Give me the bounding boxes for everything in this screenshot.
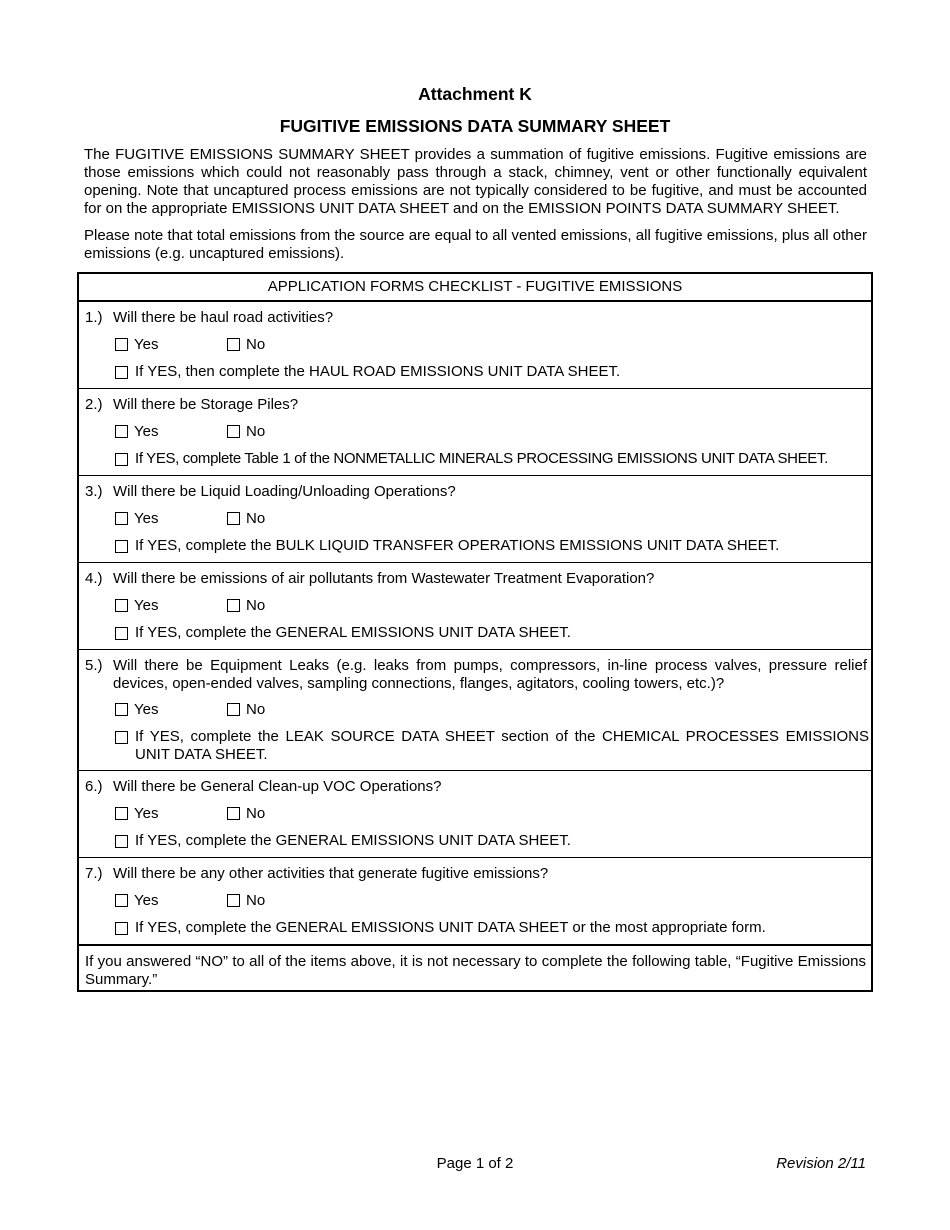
footer-note-text: If you answered “NO” to all of the items above, it is not necessary to complete the following table, “Fugitive Emissions Summary.”	[85, 953, 866, 988]
question-6	[79, 771, 871, 858]
instruction-text: If YES, complete Table 1 of the NONMETALLIC MINERALS PROCESSING EMISSIONS UNIT DATA SHEET.	[135, 450, 828, 467]
no-checkbox[interactable]	[227, 599, 240, 612]
instruction-option[interactable]	[115, 450, 869, 468]
instruction-text: If YES, complete the LEAK SOURCE DATA SHEET section of the CHEMICAL PROCESSES EMISSIONS UNIT DATA SHEET.	[135, 728, 869, 763]
question-text: Will there be any other activities that generate fugitive emissions?	[113, 865, 549, 882]
instruction-checkbox[interactable]	[115, 835, 128, 848]
no-checkbox[interactable]	[227, 338, 240, 351]
question-text: Will there be haul road activities?	[113, 309, 334, 326]
instruction-option[interactable]	[115, 832, 869, 850]
instruction-text: If YES, complete the GENERAL EMISSIONS UNIT DATA SHEET or the most appropriate form.	[135, 919, 766, 936]
question-text: Will there be General Clean-up VOC Operations?	[113, 778, 442, 795]
no-label: No	[246, 597, 266, 614]
no-label: No	[246, 892, 266, 909]
instruction-option[interactable]	[115, 624, 869, 642]
no-option[interactable]	[227, 336, 265, 354]
no-option[interactable]	[227, 510, 265, 528]
yes-option[interactable]	[115, 336, 158, 354]
no-option[interactable]	[227, 701, 265, 719]
instruction-checkbox[interactable]	[115, 366, 128, 379]
yes-label: Yes	[134, 701, 159, 718]
question-number: 3.)	[85, 483, 103, 500]
instruction-checkbox[interactable]	[115, 453, 128, 466]
yes-checkbox[interactable]	[115, 599, 128, 612]
yes-label: Yes	[134, 597, 159, 614]
page-title: FUGITIVE EMISSIONS DATA SUMMARY SHEET	[279, 116, 671, 136]
question-3	[79, 476, 871, 563]
revision-label: Revision 2/11	[776, 1155, 866, 1172]
yes-checkbox[interactable]	[115, 425, 128, 438]
instruction-option[interactable]	[115, 537, 869, 555]
yes-label: Yes	[134, 423, 159, 440]
yes-label: Yes	[134, 805, 159, 822]
question-4	[79, 563, 871, 650]
yes-checkbox[interactable]	[115, 512, 128, 525]
yes-label: Yes	[134, 336, 159, 353]
question-text: Will there be Storage Piles?	[113, 396, 299, 413]
instruction-checkbox[interactable]	[115, 627, 128, 640]
checklist-footer-note	[79, 944, 871, 994]
yes-option[interactable]	[115, 597, 158, 615]
instruction-text: If YES, then complete the HAUL ROAD EMISSIONS UNIT DATA SHEET.	[135, 363, 621, 380]
instruction-text: If YES, complete the BULK LIQUID TRANSFER OPERATIONS EMISSIONS UNIT DATA SHEET.	[135, 537, 780, 554]
no-label: No	[246, 510, 266, 527]
yes-option[interactable]	[115, 423, 158, 441]
instruction-checkbox[interactable]	[115, 922, 128, 935]
no-option[interactable]	[227, 423, 265, 441]
instruction-text: If YES, complete the GENERAL EMISSIONS UNIT DATA SHEET.	[135, 832, 571, 849]
question-number: 2.)	[85, 396, 103, 413]
yes-option[interactable]	[115, 805, 158, 823]
instruction-option[interactable]	[115, 363, 869, 381]
attachment-label: Attachment K	[418, 84, 532, 104]
question-2	[79, 389, 871, 476]
question-1	[79, 302, 871, 389]
question-text: Will there be Liquid Loading/Unloading Operations?	[113, 483, 456, 500]
no-checkbox[interactable]	[227, 807, 240, 820]
instruction-option[interactable]	[115, 919, 869, 937]
question-number: 7.)	[85, 865, 103, 882]
question-text: Will there be emissions of air pollutants from Wastewater Treatment Evaporation?	[113, 570, 655, 587]
no-checkbox[interactable]	[227, 425, 240, 438]
yes-checkbox[interactable]	[115, 338, 128, 351]
yes-checkbox[interactable]	[115, 703, 128, 716]
no-label: No	[246, 336, 266, 353]
checklist-header: APPLICATION FORMS CHECKLIST - FUGITIVE EMISSIONS	[79, 274, 871, 302]
yes-option[interactable]	[115, 701, 158, 719]
no-option[interactable]	[227, 597, 265, 615]
instruction-checkbox[interactable]	[115, 731, 128, 744]
question-5	[79, 650, 871, 771]
checklist-table	[77, 272, 873, 992]
question-number: 5.)	[85, 657, 103, 674]
no-option[interactable]	[227, 892, 265, 910]
yes-label: Yes	[134, 892, 159, 909]
question-number: 1.)	[85, 309, 103, 326]
page-number: Page 1 of 2	[436, 1155, 514, 1172]
no-checkbox[interactable]	[227, 512, 240, 525]
yes-checkbox[interactable]	[115, 807, 128, 820]
instruction-checkbox[interactable]	[115, 540, 128, 553]
intro-paragraph-2: Please note that total emissions from the source are equal to all vented emissions, all fugitive emissions, plus all other emissions (e.g. uncaptured emissions).	[84, 227, 867, 262]
no-checkbox[interactable]	[227, 703, 240, 716]
instruction-option[interactable]	[115, 728, 869, 764]
no-label: No	[246, 701, 266, 718]
no-checkbox[interactable]	[227, 894, 240, 907]
question-7	[79, 858, 871, 944]
question-number: 6.)	[85, 778, 103, 795]
intro-paragraph-1: The FUGITIVE EMISSIONS SUMMARY SHEET provides a summation of fugitive emissions. Fugitive emissions are those emissions which could not reasonably pass through a stack, chimney, vent or other functionally equivalent opening. Note that uncaptured process emissions are not typically considered to be fugitive, and must be accounted for on the appropriate EMISSIONS UNIT DATA SHEET and on the EMISSION POINTS DATA SUMMARY SHEET.	[84, 146, 867, 217]
question-text: Will there be Equipment Leaks (e.g. leaks from pumps, compressors, in-line process valves, pressure relief devices, open-ended valves, sampling connections, flanges, agitators, cooling towers, etc.)?	[113, 657, 867, 692]
yes-label: Yes	[134, 510, 159, 527]
no-label: No	[246, 805, 266, 822]
instruction-text: If YES, complete the GENERAL EMISSIONS UNIT DATA SHEET.	[135, 624, 571, 641]
question-number: 4.)	[85, 570, 103, 587]
yes-option[interactable]	[115, 510, 158, 528]
no-label: No	[246, 423, 266, 440]
yes-checkbox[interactable]	[115, 894, 128, 907]
no-option[interactable]	[227, 805, 265, 823]
yes-option[interactable]	[115, 892, 158, 910]
